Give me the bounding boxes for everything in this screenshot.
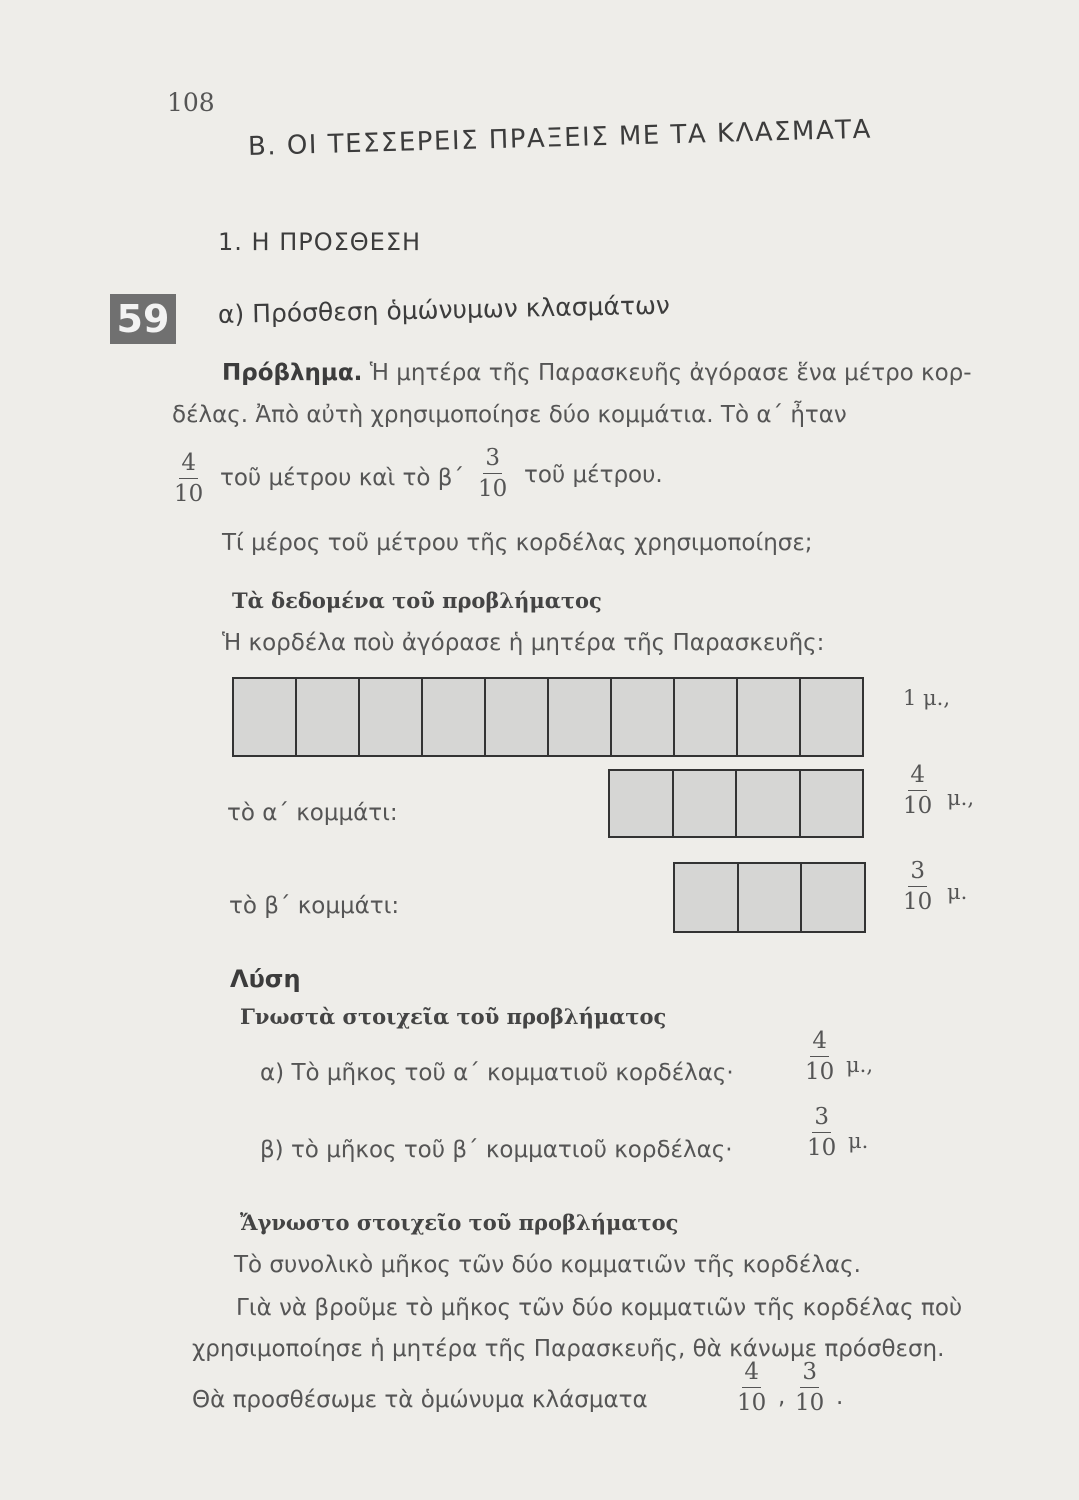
fraction-denominator: 10 [903, 793, 933, 819]
fraction-denominator: 10 [805, 1059, 835, 1085]
fraction-numerator: 3 [812, 1106, 831, 1133]
unknown-text: Τὸ συνολικὸ μῆκος τῶν δύο κομματιῶν τῆς κορδέλας. [234, 1252, 861, 1278]
problem-fraction-b [478, 447, 507, 501]
ribbon-cell [675, 864, 739, 931]
final-fraction-a [737, 1361, 766, 1415]
ribbon-piece-a-bar [608, 769, 864, 838]
known-a-text: α) Τὸ μῆκος τοῦ α΄ κομματιοῦ κορδέλας· [260, 1060, 734, 1086]
final-period: . [836, 1384, 844, 1410]
fraction-denominator: 10 [478, 476, 508, 502]
ribbon-whole-bar [232, 677, 864, 757]
fraction-numerator: 3 [908, 860, 927, 887]
ribbon-cell [297, 679, 360, 755]
page-number: 108 [167, 88, 215, 117]
fraction-numerator: 4 [810, 1030, 829, 1057]
ribbon-cell [675, 679, 738, 755]
paragraph-line-1: Γιὰ νὰ βροῦμε τὸ μῆκος τῶν δύο κομματιῶν τῆς κορδέλας ποὺ [236, 1295, 963, 1321]
ribbon-cell [801, 679, 862, 755]
lesson-number-badge: 59 [110, 294, 176, 344]
problem-text-1: Ἡ μητέρα τῆς Παρασκευῆς ἀγόρασε ἕνα μέτρο κορ- [369, 360, 972, 386]
ribbon-cell [737, 771, 801, 836]
known-b-unit: μ. [848, 1129, 869, 1153]
section-title: 1. Η ΠΡΟΣΘΕΣΗ [218, 228, 422, 256]
final-separator: , [778, 1384, 786, 1410]
piece-b-fraction [903, 860, 932, 914]
ribbon-cell [234, 679, 297, 755]
final-text: Θὰ προσθέσωμε τὰ ὁμώνυμα κλάσματα [192, 1387, 648, 1413]
fraction-denominator: 10 [795, 1390, 825, 1416]
known-b-text: β) τὸ μῆκος τοῦ β΄ κομματιοῦ κορδέλας· [260, 1137, 733, 1163]
ribbon-cell [612, 679, 675, 755]
ribbon-cell [360, 679, 423, 755]
fraction-denominator: 10 [737, 1390, 767, 1416]
givens-text: Ἡ κορδέλα ποὺ ἀγόρασε ἡ μητέρα τῆς Παρασκευῆς: [222, 630, 825, 656]
problem-line-3b: τοῦ μέτρου. [524, 462, 663, 488]
problem-line-1 [222, 360, 972, 386]
ribbon-piece-b-bar [673, 862, 866, 933]
fraction-denominator: 10 [174, 481, 204, 507]
ribbon-cell [738, 679, 801, 755]
problem-label: Πρόβλημα. [222, 360, 363, 386]
fraction-denominator: 10 [903, 889, 933, 915]
ribbon-cell [610, 771, 674, 836]
subsection-title: α) Πρόσθεση ὁμώνυμων κλασμάτων [217, 290, 671, 329]
ribbon-cell [423, 679, 486, 755]
unknown-heading: Ἄγνωστο στοιχεῖο τοῦ προβλήματος [240, 1210, 679, 1235]
piece-a-unit: μ., [947, 786, 974, 810]
known-heading: Γνωστὰ στοιχεῖα τοῦ προβλήματος [240, 1004, 667, 1029]
ribbon-cell [801, 771, 863, 836]
ribbon-cell [486, 679, 549, 755]
piece-b-label: τὸ β΄ κομμάτι: [229, 893, 400, 919]
whole-unit-label: 1 μ., [903, 686, 951, 710]
piece-a-label: τὸ α΄ κομμάτι: [227, 800, 398, 826]
solution-heading: Λύση [230, 965, 301, 993]
fraction-numerator: 4 [742, 1361, 761, 1388]
known-b-fraction [807, 1106, 836, 1160]
problem-line-3a: τοῦ μέτρου καὶ τὸ β΄ [220, 465, 464, 491]
problem-question: Τί μέρος τοῦ μέτρου τῆς κορδέλας χρησιμοποίησε; [222, 530, 813, 556]
ribbon-cell [739, 864, 803, 931]
known-a-fraction [805, 1030, 834, 1084]
fraction-numerator: 4 [179, 452, 198, 479]
piece-b-unit: μ. [947, 880, 968, 904]
givens-heading: Τὰ δεδομένα τοῦ προβλήματος [232, 588, 602, 613]
problem-fraction-a [174, 452, 203, 506]
fraction-numerator: 3 [800, 1361, 819, 1388]
paragraph-line-2: χρησιμοποίησε ἡ μητέρα τῆς Παρασκευῆς, θὰ κάνωμε πρόσθεση. [192, 1336, 945, 1362]
ribbon-cell [674, 771, 738, 836]
ribbon-cell [802, 864, 864, 931]
ribbon-cell [549, 679, 612, 755]
fraction-numerator: 4 [908, 764, 927, 791]
chapter-title: Β. ΟΙ ΤΕΣΣΕΡΕΙΣ ΠΡΑΞΕΙΣ ΜΕ ΤΑ ΚΛΑΣΜΑΤΑ [247, 114, 873, 162]
problem-line-2: δέλας. Ἀπὸ αὐτὴ χρησιμοποίησε δύο κομμάτια. Τὸ α΄ ἦταν [172, 402, 847, 428]
fraction-numerator: 3 [483, 447, 502, 474]
final-fraction-b [795, 1361, 824, 1415]
known-a-unit: μ., [846, 1053, 873, 1077]
piece-a-fraction [903, 764, 932, 818]
fraction-denominator: 10 [807, 1135, 837, 1161]
